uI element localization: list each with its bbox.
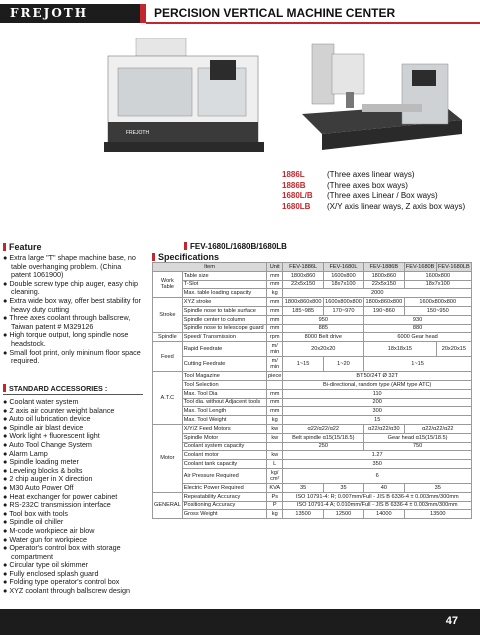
table-row bbox=[153, 416, 472, 425]
group-label: Stroke bbox=[153, 298, 183, 333]
spec-value: 22x5x150 bbox=[283, 280, 323, 289]
section-marker bbox=[184, 242, 187, 250]
feature-item-text: Small foot print, only mininum floor space required. bbox=[9, 347, 141, 366]
feature-item: ● Small foot print, only mininum floor space required. bbox=[3, 347, 141, 366]
spec-value: 18x7x100 bbox=[404, 280, 471, 289]
spec-value: 1~15 bbox=[364, 357, 472, 372]
feature-item-text: High torque output, long spindle nose headstock. bbox=[9, 330, 129, 348]
spec-item: Coolant system capacity bbox=[182, 442, 266, 451]
accessory-item: ● Water gun for workpiece bbox=[3, 534, 87, 544]
spec-value: 12500 bbox=[323, 510, 363, 519]
accessory-item-text: Spindle air blast device bbox=[9, 422, 84, 432]
model-row bbox=[282, 170, 472, 181]
spec-item: Max. table loading capacity bbox=[182, 289, 266, 298]
spec-item: T-Slot bbox=[182, 280, 266, 289]
group-label: GENERAL bbox=[153, 492, 183, 518]
section-marker bbox=[3, 384, 6, 392]
spec-value: 300 bbox=[283, 407, 472, 416]
accessory-item: ● Tool box with tools bbox=[3, 508, 68, 518]
page-number: 47 bbox=[445, 615, 458, 627]
spec-item: Coolant tank capacity bbox=[182, 460, 266, 469]
table-row bbox=[153, 483, 472, 492]
accessory-item: ● Auto oil lubrication device bbox=[3, 414, 91, 424]
spec-value: 13500 bbox=[404, 510, 471, 519]
spec-value: 1.27 bbox=[283, 451, 472, 460]
table-row bbox=[153, 342, 472, 357]
spec-unit: mm bbox=[267, 407, 283, 416]
table-row bbox=[153, 501, 472, 510]
feature-item: ● High torque output, long spindle nose headstock. bbox=[3, 330, 129, 348]
accessory-item: ● Work light + fluorescent light bbox=[3, 431, 100, 441]
spec-value: 1800x860 bbox=[364, 271, 404, 280]
footer-band bbox=[0, 609, 480, 635]
spec-value: 880 bbox=[364, 324, 472, 333]
accessory-item-text: Operator's control box with storage compartment bbox=[9, 543, 121, 561]
spec-value: 18x18x15 bbox=[364, 342, 437, 357]
spec-unit: kg bbox=[267, 510, 283, 519]
spec-value: α22/α22/α30 bbox=[364, 424, 404, 433]
spec-value: 35 bbox=[323, 483, 363, 492]
feature-heading bbox=[3, 242, 42, 252]
spec-value: 200 bbox=[283, 398, 472, 407]
accessory-item-text: Fully enclosed splash guard bbox=[9, 568, 99, 578]
spec-item: Tool Magazine bbox=[182, 372, 266, 381]
table-row bbox=[153, 407, 472, 416]
spec-value: 1800x860x800 bbox=[365, 298, 403, 305]
spec-unit bbox=[267, 380, 283, 389]
feature-item-text: Double screw type chip auger, easy chip cleaning. bbox=[9, 278, 138, 297]
accessory-item: ● Fully enclosed splash guard bbox=[3, 568, 99, 578]
group-label: Spindle bbox=[153, 333, 183, 342]
spec-value: ISO 10791-4 A; 0.010mm/Full - JIS B 6336-4 ± 0.003mm/300mm bbox=[283, 501, 472, 510]
spec-unit: Ps bbox=[267, 492, 283, 501]
model-desc: (Three axes linear ways) bbox=[327, 170, 415, 179]
header-band bbox=[0, 0, 480, 24]
spec-value: 40 bbox=[364, 483, 404, 492]
spec-value: 110 bbox=[283, 389, 472, 398]
spec-value: 170~970 bbox=[323, 306, 363, 315]
spec-unit: mm bbox=[267, 306, 283, 315]
spec-item: Air Pressure Required bbox=[182, 468, 266, 483]
accessory-item-text: M30 Auto Power Off bbox=[9, 482, 74, 492]
spec-unit: L bbox=[267, 460, 283, 469]
group-label: Motor bbox=[153, 424, 183, 492]
spec-value: 1800x860 bbox=[283, 271, 323, 280]
accessory-item-text: Work light + fluorescent light bbox=[9, 431, 100, 441]
accessory-item-text: Tool box with tools bbox=[9, 508, 68, 518]
logo-text: FREJOTH bbox=[10, 6, 89, 20]
spec-item: XYZ stroke bbox=[182, 298, 266, 307]
feature-item-text: Extra large "T" shape machine base, no table overhanging problem. (China patent 1061900) bbox=[9, 253, 136, 280]
spec-unit: mm bbox=[267, 315, 283, 324]
spec-unit: mm bbox=[267, 298, 283, 307]
col-header: Item bbox=[153, 263, 267, 272]
spec-value: 35 bbox=[404, 483, 471, 492]
accessory-item-text: Water gun for workpiece bbox=[9, 534, 87, 544]
model-row bbox=[282, 191, 472, 202]
spec-value: 750 bbox=[364, 442, 472, 451]
spec-value: 14000 bbox=[364, 510, 404, 519]
accessory-item: ● Operator's control box with storage compartment bbox=[3, 543, 121, 561]
spec-unit: mm bbox=[267, 271, 283, 280]
model-list bbox=[282, 170, 472, 212]
table-row bbox=[153, 324, 472, 333]
section-marker bbox=[152, 253, 155, 261]
spec-item: Spindle Motor bbox=[182, 433, 266, 442]
spec-value: Belt spindle α15(15/18.5) bbox=[283, 433, 364, 442]
accessory-item-text: RS-232C transmission interface bbox=[9, 500, 111, 510]
accessories-list bbox=[3, 398, 143, 596]
feature-item-text: Three axes coolant through ballscrew, Taiwan patent # M329126 bbox=[9, 313, 131, 331]
spec-value: 1~15 bbox=[283, 357, 323, 372]
spec-unit: m/ min bbox=[267, 357, 283, 372]
col-header: FEV-1886L bbox=[283, 263, 323, 272]
spec-value: 13500 bbox=[283, 510, 323, 519]
table-row bbox=[153, 357, 472, 372]
spec-item: Electric Power Required bbox=[182, 483, 266, 492]
spec-unit: rpm bbox=[267, 333, 283, 342]
table-row bbox=[153, 280, 472, 289]
accessory-item-text: Spindle oil chiller bbox=[9, 517, 64, 527]
accessory-item-text: Heat exchanger for power cabinet bbox=[9, 491, 118, 501]
table-row bbox=[153, 372, 472, 381]
spec-item: Coolant motor bbox=[182, 451, 266, 460]
model-row bbox=[282, 202, 472, 213]
accessory-item: ● XYZ coolant through ballscrew design bbox=[3, 586, 131, 596]
accessory-item: ● Heat exchanger for power cabinet bbox=[3, 491, 118, 501]
accessory-item-text: Leveling blocks & bolts bbox=[9, 465, 83, 475]
spec-header-row bbox=[153, 263, 472, 272]
spec-value: 150~950 bbox=[404, 306, 471, 315]
spec-unit: mm bbox=[267, 398, 283, 407]
page-title: PERCISION VERTICAL MACHINE CENTER bbox=[154, 6, 396, 20]
model-code: 1680LB bbox=[282, 201, 311, 211]
spec-value: 190~860 bbox=[364, 306, 404, 315]
table-row bbox=[153, 451, 472, 460]
spec-value: BT50/24T Ø 32T bbox=[283, 372, 472, 381]
table-row bbox=[153, 468, 472, 483]
spec-value: 22x5x150 bbox=[364, 280, 404, 289]
model-desc: (Three axes box ways) bbox=[327, 180, 408, 190]
accessory-item: ● Spindle air blast device bbox=[3, 422, 84, 432]
feature-list bbox=[3, 254, 143, 366]
spec-item: Max. Tool Length bbox=[182, 407, 266, 416]
spec-unit: mm bbox=[267, 280, 283, 289]
spec-value: α22/α22/α22 bbox=[404, 424, 471, 433]
section-marker bbox=[3, 243, 6, 251]
spec-value: 1~20 bbox=[323, 357, 363, 372]
spec-value: 6 bbox=[283, 468, 472, 483]
table-row bbox=[153, 389, 472, 398]
table-row bbox=[153, 315, 472, 324]
accessory-item: ● Coolant water system bbox=[3, 397, 79, 406]
spec-item: Max. Tool Dia bbox=[182, 389, 266, 398]
spec-value: α22/α22/α22 bbox=[283, 424, 364, 433]
machine-front-image bbox=[98, 38, 278, 158]
table-row bbox=[153, 333, 472, 342]
spec-value: 20x20x15 bbox=[436, 342, 471, 357]
accessory-item-text: Coolant water system bbox=[9, 397, 79, 406]
model-code: 1886L bbox=[282, 170, 305, 179]
spec-heading bbox=[152, 252, 219, 262]
table-row bbox=[153, 298, 472, 307]
group-label: A.T.C bbox=[153, 372, 183, 425]
spec-unit: mm bbox=[267, 324, 283, 333]
spec-item: Spindle nose to telescope guard bbox=[182, 324, 266, 333]
accessory-item-text: M-code workpiece air blow bbox=[9, 525, 95, 535]
spec-value: ISO 10791-4: R; 0.007mm/Full - JIS B 6336-4 ± 0.003mm/300mm bbox=[283, 492, 472, 501]
model-code: 1886B bbox=[282, 180, 306, 190]
accessories-heading bbox=[3, 384, 143, 395]
spec-unit: P bbox=[267, 501, 283, 510]
col-header: FEV-1680LB bbox=[437, 263, 470, 270]
feature-item: ● Extra large "T" shape machine base, no table overhanging problem. (China patent 1061900) bbox=[3, 253, 136, 280]
spec-item: Gross Weight bbox=[182, 510, 266, 519]
table-row bbox=[153, 492, 472, 501]
spec-value: 250 bbox=[283, 442, 364, 451]
spec-unit: m/ min bbox=[267, 342, 283, 357]
accessory-item: ● Auto Tool Change System bbox=[3, 439, 92, 449]
col-header: Unit bbox=[267, 263, 283, 272]
group-label: Work Table bbox=[153, 271, 183, 297]
accessory-item-text: Spindle loading meter bbox=[9, 457, 79, 467]
spec-item: Cutting Feedrate bbox=[182, 357, 266, 372]
spec-value: 8000 Belt drive bbox=[283, 333, 364, 342]
spec-unit: KVA bbox=[267, 483, 283, 492]
model-desc: (Three axes Linear / Box ways) bbox=[327, 191, 438, 200]
spec-value: 885 bbox=[283, 324, 364, 333]
col-header: FEV-1680L bbox=[323, 263, 363, 272]
spec-value: 185~985 bbox=[283, 306, 323, 315]
spec-table bbox=[152, 262, 472, 519]
header-rule bbox=[146, 22, 480, 24]
model-caption bbox=[184, 242, 287, 251]
spec-item: Speed/ Transmission bbox=[182, 333, 266, 342]
spec-unit: kw bbox=[267, 424, 283, 433]
accessory-item-text: Auto Tool Change System bbox=[8, 439, 92, 449]
accessory-item: ● Circular type oil skimmer bbox=[3, 560, 89, 570]
accessory-item-text: 2 chip auger in X direction bbox=[9, 474, 93, 484]
accessory-item-text: Alarm Lamp bbox=[8, 448, 48, 458]
spec-value: 20x20x20 bbox=[283, 342, 364, 357]
table-row bbox=[153, 289, 472, 298]
table-row bbox=[153, 510, 472, 519]
table-row bbox=[153, 433, 472, 442]
spec-item: Tool Selection bbox=[182, 380, 266, 389]
spec-value: 930 bbox=[364, 315, 472, 324]
spec-value: 1600x800x800 bbox=[325, 298, 362, 305]
accessory-item-text: Folding type operator's control box bbox=[9, 577, 120, 587]
feature-item: ● Double screw type chip auger, easy chip cleaning. bbox=[3, 278, 138, 297]
accessory-item: ● Leveling blocks & bolts bbox=[3, 465, 83, 475]
spec-unit: kg bbox=[267, 289, 283, 298]
feature-item-text: Extra wide box way, offer best stability for heavy duty cutting bbox=[9, 295, 141, 314]
spec-unit: piece bbox=[268, 372, 282, 379]
spec-value: 6000 Gear head bbox=[364, 333, 472, 342]
model-row bbox=[282, 181, 472, 192]
spec-value: 1600x800 bbox=[323, 271, 363, 280]
spec-value: 950 bbox=[283, 315, 364, 324]
table-row bbox=[153, 424, 472, 433]
spec-item: Spindle nose to table surface bbox=[182, 306, 266, 315]
spec-item: Spindle center to column bbox=[182, 315, 266, 324]
model-desc: (X/Y axis linear ways, Z axis box ways) bbox=[327, 201, 466, 211]
spec-value: 350 bbox=[283, 460, 472, 469]
feature-item: ● Three axes coolant through ballscrew, Taiwan patent # M329126 bbox=[3, 313, 131, 331]
accessory-item: ● RS-232C transmission interface bbox=[3, 500, 111, 510]
col-header: FEV-1886B bbox=[364, 263, 404, 272]
spec-value: 35 bbox=[283, 483, 323, 492]
spec-unit: kg/ cm² bbox=[267, 468, 283, 483]
accessory-item-text: Circular type oil skimmer bbox=[9, 560, 89, 570]
accessory-item: ● Z axis air counter weight balance bbox=[3, 405, 115, 415]
accessory-item-text: XYZ coolant through ballscrew design bbox=[9, 586, 131, 596]
accessory-item-text: Z axis air counter weight balance bbox=[9, 405, 115, 415]
spec-value: 2000 bbox=[283, 289, 472, 298]
spec-value: 1800x860x800 bbox=[284, 298, 322, 305]
table-row bbox=[153, 460, 472, 469]
spec-item: Positioning Accuracy bbox=[182, 501, 266, 510]
brand-logo bbox=[0, 4, 146, 23]
accessory-item: ● Folding type operator's control box bbox=[3, 577, 120, 587]
machine-open-image bbox=[292, 34, 468, 164]
spec-item: Tool dia. without Adjacent tools bbox=[182, 398, 266, 407]
accessory-item: ● M30 Auto Power Off bbox=[3, 482, 74, 492]
spec-value: Bi-directional, random type (ARM type ATC) bbox=[283, 380, 472, 389]
table-row bbox=[153, 442, 472, 451]
table-row bbox=[153, 271, 472, 280]
spec-value: 18x7x100 bbox=[323, 280, 363, 289]
model-caption-text: FEV-1680L/1680B/1680LB bbox=[190, 242, 287, 251]
feature-heading-text: Feature bbox=[9, 242, 42, 252]
spec-heading-text: Specifications bbox=[158, 252, 220, 262]
accessories-heading-text: STANDARD ACCESSORIES : bbox=[9, 384, 108, 393]
spec-item: Repeatability Accuracy bbox=[182, 492, 266, 501]
spec-unit: kg bbox=[267, 416, 283, 425]
accessory-item: ● Alarm Lamp bbox=[3, 448, 48, 458]
accessory-item: ● M-code workpiece air blow bbox=[3, 525, 95, 535]
accessory-item: ● Spindle loading meter bbox=[3, 457, 79, 467]
table-row bbox=[153, 380, 472, 389]
feature-item: ● Extra wide box way, offer best stability for heavy duty cutting bbox=[3, 295, 141, 314]
spec-value: 15 bbox=[283, 416, 472, 425]
model-code: 1680L/B bbox=[282, 191, 313, 200]
accessory-item: ● 2 chip auger in X direction bbox=[3, 474, 93, 484]
group-label: Feed bbox=[153, 342, 183, 372]
accessory-item-text: Auto oil lubrication device bbox=[8, 414, 91, 424]
spec-unit: kw bbox=[267, 451, 283, 460]
table-row bbox=[153, 306, 472, 315]
col-header: FEV-1680B bbox=[405, 263, 435, 270]
table-row bbox=[153, 398, 472, 407]
accessory-item: ● Spindle oil chiller bbox=[3, 517, 64, 527]
spec-unit bbox=[267, 442, 283, 451]
spec-unit: mm bbox=[267, 389, 283, 398]
spec-value: Gear head α15(15/18.5) bbox=[364, 433, 472, 442]
svg-text:FREJOTH: FREJOTH bbox=[126, 130, 150, 136]
spec-value: 1600x800x800 bbox=[404, 298, 471, 307]
spec-item: Table size bbox=[182, 271, 266, 280]
spec-item: Max. Tool Weight bbox=[182, 416, 266, 425]
spec-item: X/Y/Z Feed Motors bbox=[182, 424, 266, 433]
spec-item: Rapid Feedrate bbox=[182, 342, 266, 357]
spec-unit: kw bbox=[267, 433, 283, 442]
spec-value: 1600x800 bbox=[404, 271, 471, 280]
